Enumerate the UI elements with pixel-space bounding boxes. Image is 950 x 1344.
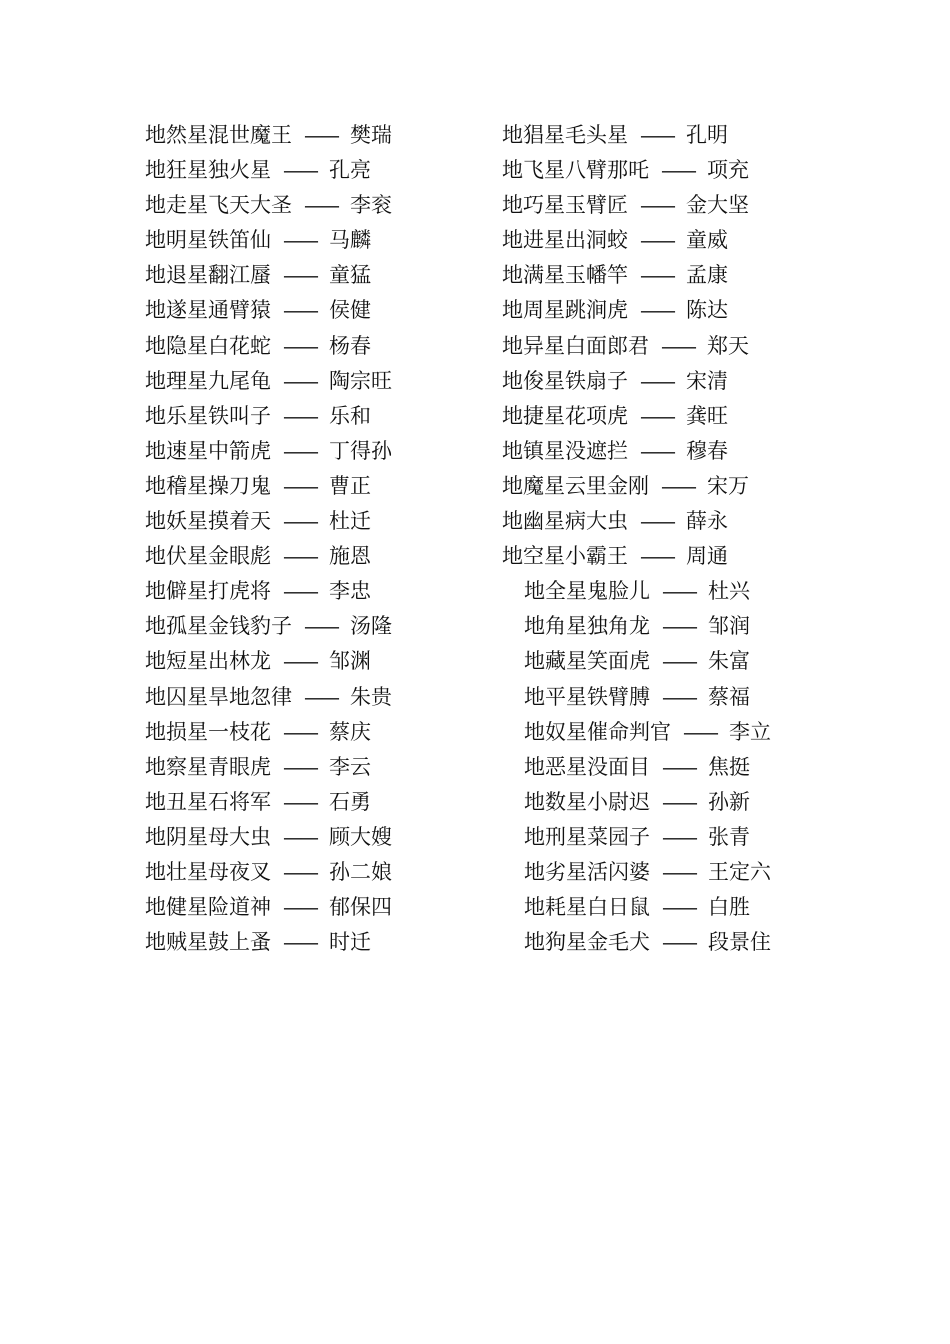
hero-name: 孙二娘 (329, 859, 392, 884)
hero-name: 郁保四 (329, 895, 392, 920)
star-title: 地满星玉幡竿 (502, 263, 628, 288)
dash-separator: —— (304, 616, 338, 639)
list-item (145, 890, 475, 925)
star-title: 地周星跳涧虎 (502, 298, 628, 323)
hero-name: 邹润 (708, 614, 750, 639)
star-title: 地妖星摸着天 (145, 509, 271, 534)
star-title: 地藏星笑面虎 (524, 649, 650, 674)
hero-name: 宋清 (686, 368, 728, 393)
list-item (502, 469, 832, 504)
star-title: 地乐星铁叫子 (145, 403, 271, 428)
list-item (145, 715, 475, 750)
star-title: 地劣星活闪婆 (524, 859, 650, 884)
hero-name: 朱贵 (350, 684, 392, 709)
dash-separator: —— (640, 125, 674, 147)
list-item (502, 855, 832, 890)
hero-name: 孔明 (686, 123, 728, 147)
star-title: 地猖星毛头星 (502, 123, 628, 147)
dash-separator: —— (683, 721, 717, 744)
list-item (502, 890, 832, 925)
dash-separator: —— (662, 897, 696, 920)
star-title: 地然星混世魔王 (145, 123, 292, 147)
star-title: 地健星险道神 (145, 895, 271, 920)
dash-separator: —— (283, 581, 317, 604)
list-item (502, 574, 832, 609)
hero-name: 穆春 (686, 438, 728, 463)
dash-separator: —— (283, 861, 317, 884)
list-item (145, 153, 475, 188)
dash-separator: —— (662, 686, 696, 709)
dash-separator: —— (640, 300, 674, 323)
dash-separator: —— (640, 195, 674, 218)
right-column-list (502, 118, 832, 960)
left-column-list (145, 118, 475, 960)
star-title: 地遂星通臂猿 (145, 298, 271, 323)
star-title: 地数星小尉迟 (524, 789, 650, 814)
star-title: 地退星翻江蜃 (145, 263, 271, 288)
star-title: 地捷星花项虎 (502, 403, 628, 428)
list-item (502, 399, 832, 434)
star-title: 地孤星金钱豹子 (145, 614, 292, 639)
list-item (502, 434, 832, 469)
list-item (145, 574, 475, 609)
list-item (145, 504, 475, 539)
star-title: 地明星铁笛仙 (145, 228, 271, 253)
hero-name: 项充 (707, 158, 749, 183)
hero-name: 蔡庆 (329, 719, 371, 744)
list-item (502, 644, 832, 679)
dash-separator: —— (662, 581, 696, 604)
hero-name: 杜迁 (329, 509, 371, 534)
list-item (502, 329, 832, 364)
hero-name: 李立 (729, 719, 771, 744)
list-item (145, 609, 475, 644)
dash-separator: —— (283, 160, 317, 183)
list-item (502, 504, 832, 539)
star-title: 地察星青眼虎 (145, 754, 271, 779)
dash-separator: —— (283, 265, 317, 288)
dash-separator: —— (640, 440, 674, 463)
dash-separator: —— (640, 230, 674, 253)
list-item (145, 644, 475, 679)
dash-separator: —— (640, 511, 674, 534)
list-item (502, 223, 832, 258)
hero-name: 顾大嫂 (329, 824, 392, 849)
star-title: 地速星中箭虎 (145, 438, 271, 463)
list-item (502, 609, 832, 644)
list-item (502, 188, 832, 223)
hero-name: 宋万 (707, 473, 749, 498)
star-title: 地魔星云里金刚 (502, 473, 649, 498)
hero-name: 薛永 (686, 509, 728, 534)
hero-name: 杜兴 (708, 579, 750, 604)
star-title: 地耗星白日鼠 (524, 895, 650, 920)
star-title: 地壮星母夜叉 (145, 859, 271, 884)
star-title: 地角星独角龙 (524, 614, 650, 639)
dash-separator: —— (283, 335, 317, 358)
list-item (502, 539, 832, 574)
hero-name: 孙新 (708, 789, 750, 814)
hero-name: 周通 (686, 544, 728, 569)
dash-separator: —— (283, 440, 317, 463)
hero-name: 孔亮 (329, 158, 371, 183)
dash-separator: —— (304, 686, 338, 709)
list-item (502, 925, 832, 960)
dash-separator: —— (283, 511, 317, 534)
star-title: 地幽星病大虫 (502, 509, 628, 534)
list-item (145, 329, 475, 364)
hero-name: 张青 (708, 824, 750, 849)
hero-name: 杨春 (329, 333, 371, 358)
star-title: 地全星鬼脸儿 (524, 579, 650, 604)
star-title: 地异星白面郎君 (502, 333, 649, 358)
hero-name: 孟康 (686, 263, 728, 288)
list-item (145, 855, 475, 890)
star-title: 地空星小霸王 (502, 544, 628, 569)
list-item (502, 258, 832, 293)
hero-name: 朱富 (708, 649, 750, 674)
list-item (502, 820, 832, 855)
star-title: 地平星铁臂膊 (524, 684, 650, 709)
hero-name: 李忠 (329, 579, 371, 604)
list-item (502, 785, 832, 820)
list-item (145, 469, 475, 504)
hero-name: 石勇 (329, 789, 371, 814)
list-item (502, 364, 832, 399)
hero-name: 樊瑞 (350, 123, 392, 147)
list-item (145, 364, 475, 399)
dash-separator: —— (662, 932, 696, 955)
list-item (145, 925, 475, 960)
dash-separator: —— (304, 195, 338, 218)
star-title: 地奴星催命判官 (524, 719, 671, 744)
star-title: 地丑星石将军 (145, 789, 271, 814)
dash-separator: —— (640, 370, 674, 393)
hero-name: 马麟 (329, 228, 371, 253)
dash-separator: —— (661, 335, 695, 358)
hero-name: 金大坚 (686, 193, 749, 218)
hero-name: 曹正 (329, 473, 371, 498)
star-title: 地恶星没面目 (524, 754, 650, 779)
list-item (502, 118, 832, 153)
hero-name: 丁得孙 (329, 438, 392, 463)
list-item (145, 188, 475, 223)
star-title: 地僻星打虎将 (145, 579, 271, 604)
list-item (145, 258, 475, 293)
hero-name: 陈达 (686, 298, 728, 323)
hero-name: 侯健 (329, 298, 371, 323)
star-title: 地巧星玉臂匠 (502, 193, 628, 218)
hero-name: 陶宗旺 (329, 368, 392, 393)
dash-separator: —— (662, 756, 696, 779)
hero-name: 施恩 (329, 544, 371, 569)
hero-name: 童猛 (329, 263, 371, 288)
dash-separator: —— (283, 546, 317, 569)
hero-name: 童威 (686, 228, 728, 253)
dash-separator: —— (640, 265, 674, 288)
dash-separator: —— (283, 230, 317, 253)
star-title: 地阴星母大虫 (145, 824, 271, 849)
hero-name: 焦挺 (708, 754, 750, 779)
star-title: 地俊星铁扇子 (502, 368, 628, 393)
dash-separator: —— (640, 546, 674, 569)
star-title: 地走星飞天大圣 (145, 193, 292, 218)
dash-separator: —— (661, 160, 695, 183)
dash-separator: —— (662, 826, 696, 849)
star-title: 地刑星菜园子 (524, 824, 650, 849)
dash-separator: —— (283, 370, 317, 393)
star-title: 地隐星白花蛇 (145, 333, 271, 358)
dash-separator: —— (283, 721, 317, 744)
star-title: 地狂星独火星 (145, 158, 271, 183)
star-title: 地损星一枝花 (145, 719, 271, 744)
list-item (502, 153, 832, 188)
list-item (145, 785, 475, 820)
list-item (145, 118, 475, 153)
dash-separator: —— (640, 405, 674, 428)
star-title: 地理星九尾龟 (145, 368, 271, 393)
list-item (145, 539, 475, 574)
dash-separator: —— (662, 651, 696, 674)
dash-separator: —— (283, 651, 317, 674)
list-item (145, 434, 475, 469)
star-title: 地伏星金眼彪 (145, 544, 271, 569)
dash-separator: —— (662, 616, 696, 639)
hero-name: 李云 (329, 754, 371, 779)
star-title: 地稽星操刀鬼 (145, 473, 271, 498)
list-item (145, 680, 475, 715)
dash-separator: —— (283, 475, 317, 498)
list-item (502, 715, 832, 750)
hero-name: 汤隆 (350, 614, 392, 639)
star-title: 地镇星没遮拦 (502, 438, 628, 463)
list-item (145, 750, 475, 785)
hero-name: 王定六 (708, 859, 771, 884)
hero-name: 乐和 (329, 403, 371, 428)
hero-name: 段景住 (708, 930, 771, 955)
list-item (145, 223, 475, 258)
dash-separator: —— (283, 826, 317, 849)
hero-name: 李衮 (350, 193, 392, 218)
hero-name: 郑天 (707, 333, 749, 358)
dash-separator: —— (304, 125, 338, 147)
star-title: 地短星出林龙 (145, 649, 271, 674)
list-item (502, 680, 832, 715)
list-item (502, 750, 832, 785)
dash-separator: —— (662, 791, 696, 814)
dash-separator: —— (283, 791, 317, 814)
dash-separator: —— (283, 756, 317, 779)
list-item (145, 399, 475, 434)
hero-name: 白胜 (708, 895, 750, 920)
list-item (502, 293, 832, 328)
star-title: 地飞星八臂那吒 (502, 158, 649, 183)
star-title: 地贼星鼓上蚤 (145, 930, 271, 955)
star-title: 地进星出洞蛟 (502, 228, 628, 253)
star-title: 地狗星金毛犬 (524, 930, 650, 955)
dash-separator: —— (283, 300, 317, 323)
dash-separator: —— (283, 897, 317, 920)
hero-name: 时迁 (329, 930, 371, 955)
star-title: 地囚星旱地忽律 (145, 684, 292, 709)
hero-name: 蔡福 (708, 684, 750, 709)
list-item (145, 820, 475, 855)
dash-separator: —— (662, 861, 696, 884)
hero-name: 龚旺 (686, 403, 728, 428)
dash-separator: —— (283, 405, 317, 428)
list-item (145, 293, 475, 328)
hero-name: 邹渊 (329, 649, 371, 674)
dash-separator: —— (661, 475, 695, 498)
dash-separator: —— (283, 932, 317, 955)
